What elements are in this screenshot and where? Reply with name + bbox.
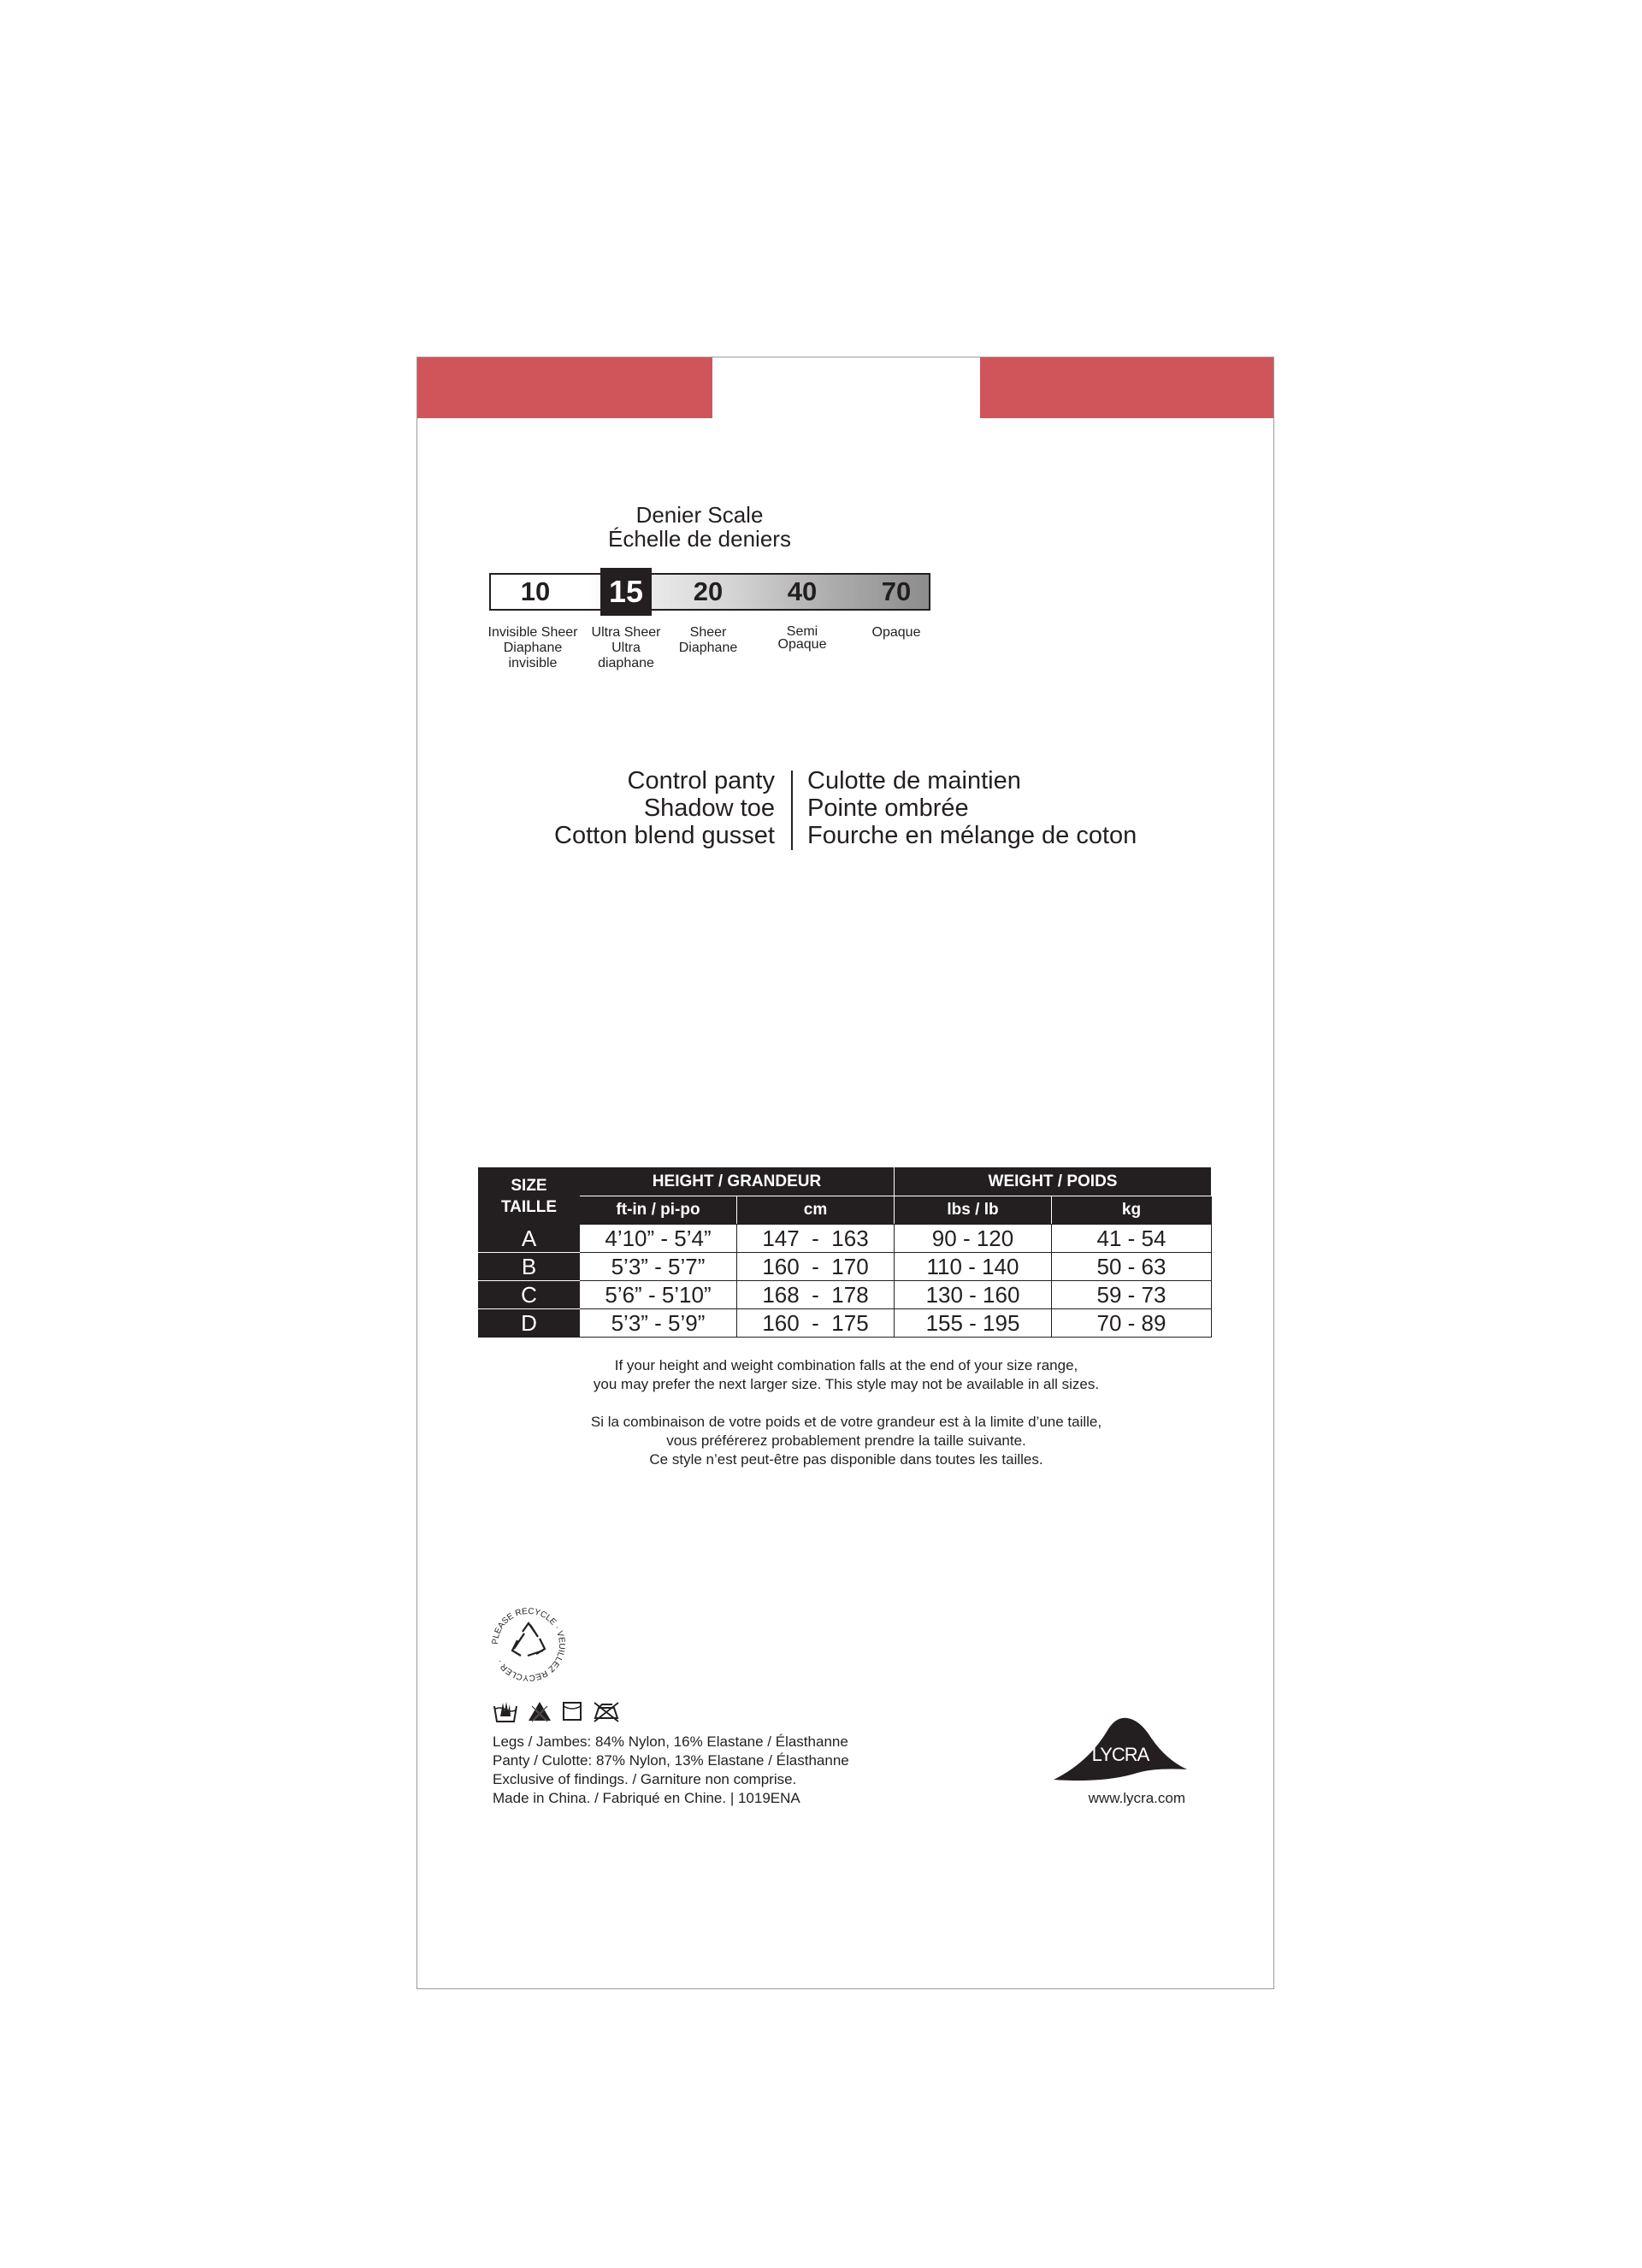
denier-label-40: Semi Opaque <box>777 624 827 652</box>
features-english <box>554 767 775 849</box>
size-cell: C <box>479 1281 580 1309</box>
height-header: HEIGHT / GRANDEUR <box>580 1168 895 1196</box>
lycra-url[interactable]: www.lycra.com <box>1088 1790 1185 1806</box>
lycra-logo-text: LYCRA <box>1091 1744 1149 1765</box>
cm-cell: 160 - 170 <box>737 1253 895 1281</box>
ftin-cell: 5’6” - 5’10” <box>580 1281 737 1309</box>
kg-cell: 70 - 89 <box>1052 1309 1212 1338</box>
size-header-en: SIZE <box>511 1176 547 1195</box>
table-row <box>479 1309 1212 1338</box>
lbs-cell: 90 - 120 <box>895 1225 1052 1253</box>
brand-band-left <box>417 357 712 418</box>
table-row <box>479 1225 1212 1253</box>
size-note-french <box>417 1413 1275 1469</box>
feature-fr: Pointe ombrée <box>807 794 969 822</box>
size-chart-table <box>478 1167 1212 1338</box>
ftin-subheader: ft-in / pi-po <box>580 1196 737 1225</box>
ftin-cell: 4’10” - 5’4” <box>580 1225 737 1253</box>
lbs-cell: 130 - 160 <box>895 1281 1052 1309</box>
denier-label-70: Opaque <box>871 625 921 640</box>
cm-cell: 147 - 163 <box>737 1225 895 1253</box>
lbs-cell: 155 - 195 <box>895 1309 1052 1338</box>
size-header-fr: TAILLE <box>500 1197 558 1216</box>
denier-value-70: 70 <box>881 576 912 606</box>
recycle-text <box>491 1607 566 1682</box>
note-line: vous préférerez probablement prendre la taille suivante. <box>666 1432 1026 1449</box>
note-line: Si la combinaison de votre poids et de votre grandeur est à la limite d’une taille, <box>590 1414 1102 1430</box>
denier-label-15: Ultra Sheer Ultra diaphane <box>591 625 661 670</box>
ftin-cell: 5’3” - 5’7” <box>580 1253 737 1281</box>
denier-scale-title: Denier Scale <box>635 502 764 528</box>
lbs-subheader: lbs / lb <box>895 1196 1052 1225</box>
features-divider <box>791 771 793 850</box>
fiber-line: Legs / Jambes: 84% Nylon, 16% Elastane / Élasthanne <box>493 1733 848 1750</box>
care-icons <box>493 1698 621 1724</box>
note-line: If your height and weight combination falls at the end of your size range, <box>614 1357 1078 1373</box>
recycle-ring-text: PLEASE RECYCLE · VEUILLEZ RECYCLER · <box>490 1606 567 1683</box>
size-column-header <box>479 1168 580 1225</box>
feature-fr: Culotte de maintien <box>807 767 1021 794</box>
do-not-iron-icon <box>592 1699 621 1723</box>
lycra-logo <box>1054 1711 1187 1785</box>
size-note-english <box>417 1356 1275 1394</box>
cm-cell: 160 - 175 <box>737 1309 895 1338</box>
table-row <box>479 1253 1212 1281</box>
size-cell: D <box>479 1309 580 1338</box>
line-dry-icon <box>561 1699 583 1723</box>
package-back-card <box>416 357 1274 1989</box>
kg-cell: 59 - 73 <box>1052 1281 1212 1309</box>
kg-cell: 41 - 54 <box>1052 1225 1212 1253</box>
feature-en: Cotton blend gusset <box>554 822 775 849</box>
lbs-cell: 110 - 140 <box>895 1253 1052 1281</box>
feature-en: Control panty <box>627 767 775 794</box>
features-french <box>807 767 1137 849</box>
kg-cell: 50 - 63 <box>1052 1253 1212 1281</box>
denier-label-10: Invisible Sheer Diaphane invisible <box>487 625 578 670</box>
note-line: Ce style n’est peut-être pas disponible dans toutes les tailles. <box>649 1451 1043 1468</box>
fiber-line: Made in China. / Fabriqué en Chine. | 1019ENA <box>493 1790 800 1806</box>
recycle-icon <box>490 1606 567 1683</box>
kg-subheader: kg <box>1052 1196 1212 1225</box>
denier-value-15-selected: 15 <box>600 568 652 616</box>
feature-en: Shadow toe <box>643 794 775 822</box>
size-cell: B <box>479 1253 580 1281</box>
weight-header: WEIGHT / POIDS <box>895 1168 1212 1196</box>
feature-fr: Fourche en mélange de coton <box>807 822 1137 849</box>
cm-cell: 168 - 178 <box>737 1281 895 1309</box>
denier-value-40: 40 <box>787 576 818 606</box>
fiber-content <box>493 1733 849 1808</box>
fiber-line: Exclusive of findings. / Garniture non comprise. <box>493 1771 797 1787</box>
fiber-line: Panty / Culotte: 87% Nylon, 13% Elastane / Élasthanne <box>493 1752 849 1769</box>
hand-wash-icon <box>493 1699 518 1723</box>
brand-band-right <box>980 357 1273 418</box>
denier-value-20: 20 <box>693 576 724 606</box>
note-line: you may prefer the next larger size. This style may not be available in all sizes. <box>593 1376 1100 1392</box>
ftin-cell: 5’3” - 5’9” <box>580 1309 737 1338</box>
no-bleach-icon <box>527 1699 552 1723</box>
size-cell: A <box>479 1225 580 1253</box>
table-row <box>479 1281 1212 1309</box>
denier-scale-title-fr: Échelle de deniers <box>608 526 791 552</box>
denier-value-10: 10 <box>520 576 551 606</box>
denier-label-20: Sheer Diaphane <box>678 625 738 655</box>
cm-subheader: cm <box>737 1196 895 1225</box>
